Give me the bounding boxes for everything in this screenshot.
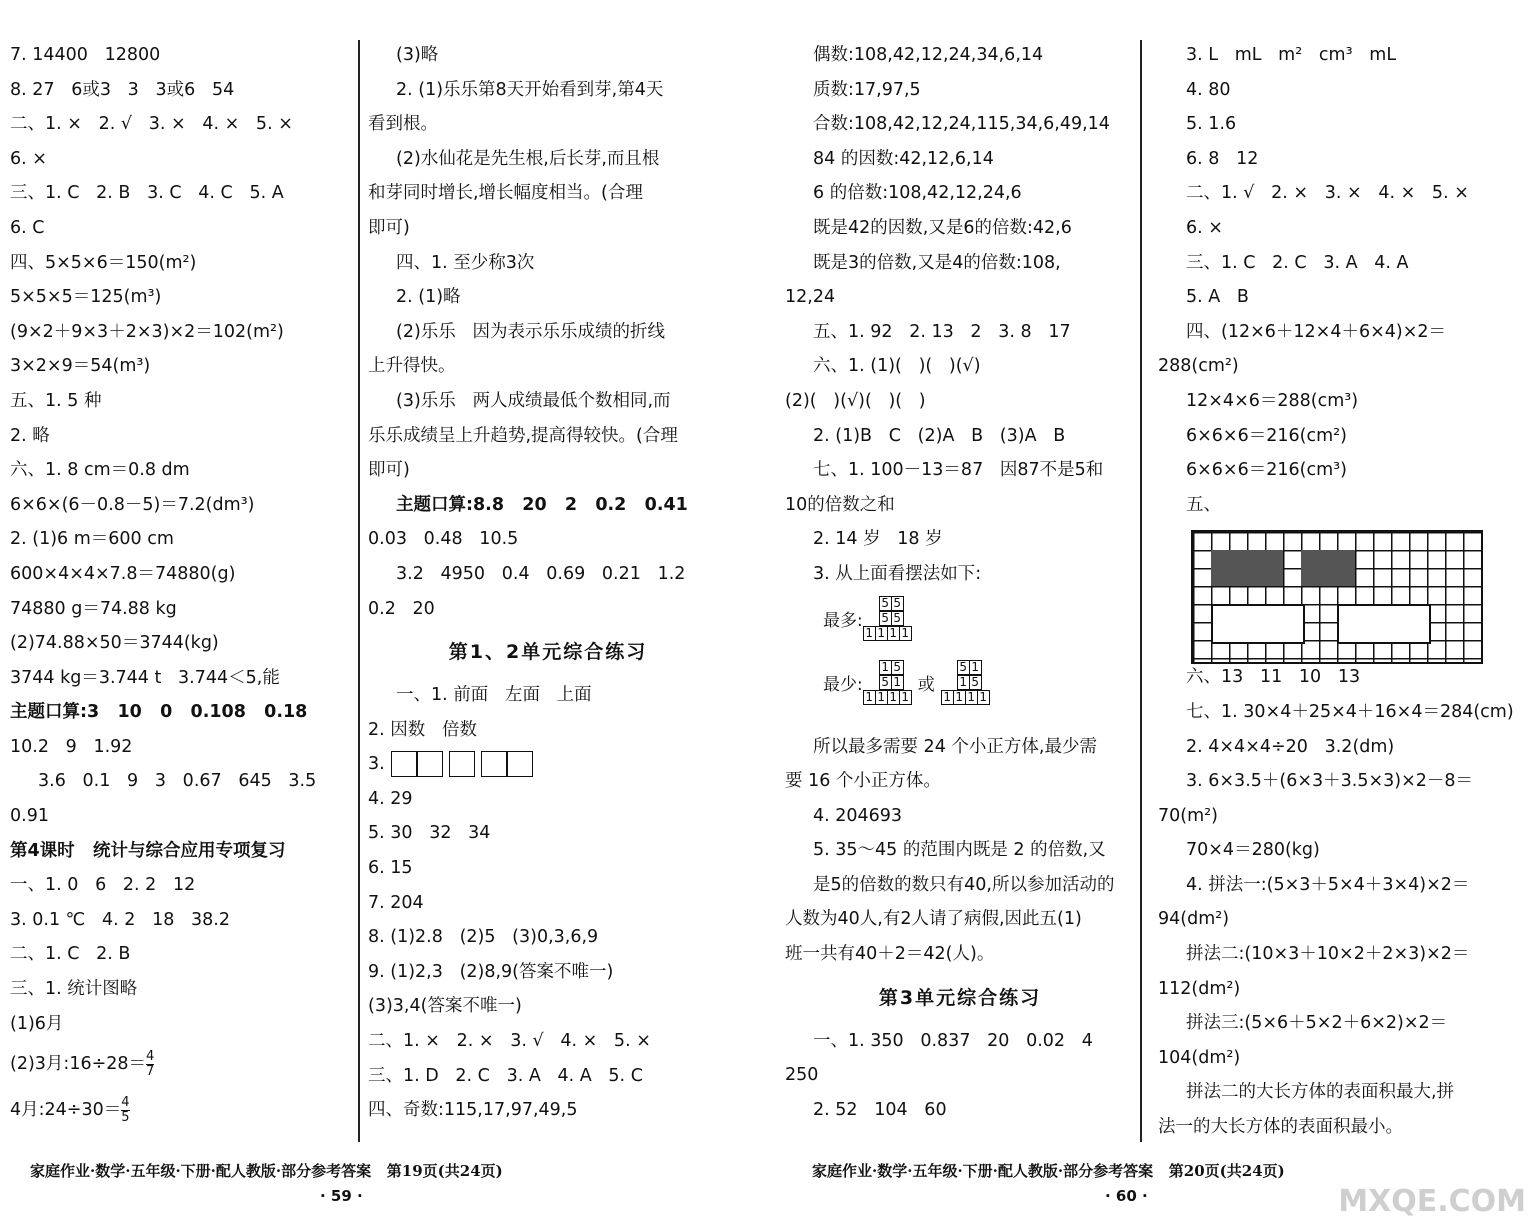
answer-line: 6. × bbox=[1186, 217, 1223, 238]
answer-line: 五、1. 5 种 bbox=[10, 390, 102, 411]
answer-line: 一、1. 前面 左面 上面 bbox=[396, 685, 592, 706]
answer-line: 三、1. 统计图略 bbox=[10, 979, 138, 1000]
square-box bbox=[507, 751, 533, 777]
answer-line: 一、1. 0 6 2. 2 12 bbox=[10, 875, 196, 896]
answer-line: 10.2 9 1.92 bbox=[10, 736, 133, 757]
answer-line: 七、1. 30×4＋25×4＋16×4＝284(cm) bbox=[1186, 701, 1514, 722]
answer-line: 第4课时 统计与综合应用专项复习 bbox=[10, 840, 286, 861]
answer-line: 12×4×6＝288(cm³) bbox=[1186, 390, 1359, 411]
cube-cell: 1 bbox=[899, 690, 911, 704]
page-number-left: · 59 · bbox=[320, 1187, 363, 1205]
arrangement-least bbox=[785, 660, 1135, 730]
answer-line: 250 bbox=[785, 1065, 819, 1086]
answer-line: 600×4×4×7.8＝74880(g) bbox=[10, 563, 236, 584]
cube-cell: 5 bbox=[891, 611, 903, 625]
answer-line: (2)74.88×50＝3744(kg) bbox=[10, 633, 219, 654]
answer-line: 五、 bbox=[1186, 494, 1221, 515]
cuboid-net-diagram bbox=[1191, 530, 1483, 664]
answer-line: (2)( )(√)( )( ) bbox=[785, 390, 926, 411]
answer-line: 8. (1)2.8 (2)5 (3)0,3,6,9 bbox=[368, 927, 599, 948]
answer-line: 6×6×(6－0.8－5)＝7.2(dm³) bbox=[10, 494, 255, 515]
cube-cell: 5 bbox=[879, 596, 891, 610]
net-face-3 bbox=[1211, 604, 1305, 644]
answer-line: 7. 14400 12800 bbox=[10, 45, 161, 65]
fraction bbox=[121, 1096, 129, 1125]
net-shaded-face-1 bbox=[1211, 550, 1283, 586]
cube-cell: 1 bbox=[965, 690, 977, 704]
cube-cell: 1 bbox=[875, 690, 887, 704]
answer-line: 人数为40人,有2人请了病假,因此五(1) bbox=[785, 909, 1082, 930]
cube-cell: 1 bbox=[969, 660, 981, 674]
answer-line: (2)水仙花是先生根,后长芽,而且根 bbox=[396, 148, 660, 169]
answer-line: 70×4＝280(kg) bbox=[1186, 840, 1320, 861]
column-1 bbox=[10, 38, 350, 1133]
answer-line: 6×6×6＝216(cm²) bbox=[1186, 425, 1347, 446]
answer-line: 一、1. 350 0.837 20 0.02 4 bbox=[813, 1030, 1093, 1051]
answer-line: 2. (1)略 bbox=[396, 287, 461, 308]
cube-cell: 1 bbox=[875, 626, 887, 640]
answer-line: 5×5×5＝125(m³) bbox=[10, 287, 162, 308]
net-face-4 bbox=[1337, 604, 1431, 644]
answer-line: 4. 拼法一:(5×3＋5×4＋3×4)×2＝ bbox=[1186, 874, 1470, 895]
page-number-right: · 60 · bbox=[1105, 1187, 1148, 1205]
answer-line: 5. 30 32 34 bbox=[368, 823, 491, 844]
answer-line: 五、1. 92 2. 13 2 3. 8 17 bbox=[813, 321, 1071, 342]
or-label: 或 bbox=[917, 674, 935, 695]
answer-line: 所以最多需要 24 个小正方体,最少需 bbox=[813, 736, 1097, 757]
answer-line: 288(cm²) bbox=[1158, 356, 1239, 377]
cube-cell: 1 bbox=[977, 690, 989, 704]
cube-cell: 1 bbox=[887, 626, 899, 640]
least-label: 最少: bbox=[823, 674, 863, 695]
answer-line: 2. (1)乐乐第8天开始看到芽,第4天 bbox=[396, 79, 664, 100]
column-3 bbox=[785, 38, 1135, 1127]
answer-line: 10的倍数之和 bbox=[785, 494, 895, 515]
watermark: MXQE.COM bbox=[1338, 1184, 1526, 1219]
cube-cell: 5 bbox=[891, 660, 903, 674]
answer-line: 四、奇数:115,17,97,49,5 bbox=[368, 1100, 578, 1121]
answer-line: 二、1. √ 2. × 3. × 4. × 5. × bbox=[1186, 183, 1469, 204]
answer-line: 3744 kg＝3.744 t 3.744＜5,能 bbox=[10, 667, 280, 688]
answer-line: 二、1. C 2. B bbox=[10, 944, 131, 965]
answer-line: 拼法三:(5×6＋5×2＋6×2)×2＝ bbox=[1186, 1013, 1448, 1034]
answer-line: 三、1. C 2. C 3. A 4. A bbox=[1186, 252, 1409, 273]
answer-line: 拼法二的大长方体的表面积最大,拼 bbox=[1186, 1082, 1455, 1103]
answer-line: 3. 0.1 ℃ 4. 2 18 38.2 bbox=[10, 909, 230, 930]
answer-line: 法一的大长方体的表面积最小。 bbox=[1158, 1117, 1403, 1138]
cube-cell: 1 bbox=[891, 675, 903, 689]
cube-cell: 1 bbox=[879, 660, 891, 674]
cube-cell: 5 bbox=[879, 675, 891, 689]
answer-line: 上升得快。 bbox=[368, 356, 456, 377]
cube-cell: 1 bbox=[887, 690, 899, 704]
answer-line: 质数:17,97,5 bbox=[813, 79, 921, 100]
square-box bbox=[391, 751, 417, 777]
answer-line: 主题口算:8.8 20 2 0.2 0.41 bbox=[396, 494, 688, 515]
answer-line: 看到根。 bbox=[368, 114, 438, 135]
answer-line: 四、5×5×6＝150(m²) bbox=[10, 252, 197, 273]
answer-line: 4. 204693 bbox=[813, 805, 903, 826]
numerator: 4 bbox=[121, 1094, 130, 1110]
answer-line: 0.2 20 bbox=[368, 598, 435, 619]
answer-line: 5. A B bbox=[1186, 287, 1249, 308]
column-divider-right bbox=[1140, 40, 1142, 1142]
denominator: 7 bbox=[146, 1063, 155, 1079]
answer-line: 3.6 0.1 9 3 0.67 645 3.5 bbox=[38, 771, 317, 792]
answer-line: 6×6×6＝216(cm³) bbox=[1186, 460, 1347, 481]
answer-line: 6. 8 12 bbox=[1186, 148, 1259, 169]
square-box bbox=[417, 751, 443, 777]
answer-line: 四、(12×6＋12×4＋6×4)×2＝ bbox=[1186, 321, 1447, 342]
answer-line: 4. 29 bbox=[368, 788, 413, 809]
answer-line: 是5的倍数的数只有40,所以参加活动的 bbox=[813, 874, 1115, 895]
answer-line: 2. (1)6 m＝600 cm bbox=[10, 529, 174, 550]
cube-cell: 1 bbox=[941, 690, 953, 704]
answer-line: (3)略 bbox=[396, 45, 439, 65]
answer-line: 班一共有40＋2＝42(人)。 bbox=[785, 944, 995, 965]
answer-line: 6. C bbox=[10, 217, 45, 238]
answer-line: 七、1. 100－13＝87 因87不是5和 bbox=[813, 460, 1104, 481]
answer-line: 主题口算:3 10 0 0.108 0.18 bbox=[10, 702, 308, 723]
cube-cell: 1 bbox=[957, 675, 969, 689]
answer-line: 4月:24÷30＝ $\frac{4}{5}$ bbox=[10, 1094, 130, 1125]
answer-line: 2. 52 104 60 bbox=[813, 1099, 947, 1120]
cube-cell: 1 bbox=[863, 690, 875, 704]
answer-line: (9×2＋9×3＋2×3)×2＝102(m²) bbox=[10, 321, 284, 342]
answer-line: 6. 15 bbox=[368, 858, 413, 879]
cube-cell: 1 bbox=[863, 626, 875, 640]
answer-line: 3.2 4950 0.4 0.69 0.21 1.2 bbox=[396, 563, 686, 584]
answer-line: (1)6月 bbox=[10, 1013, 64, 1034]
footer-right: 家庭作业·数学·五年级·下册·配人教版·部分参考答案 第20页(共24页) bbox=[812, 1162, 1285, 1180]
answer-line: 2. 因数 倍数 bbox=[368, 719, 477, 740]
answer-line: 104(dm²) bbox=[1158, 1047, 1241, 1068]
fraction bbox=[146, 1050, 154, 1079]
answer-line: 即可) bbox=[368, 217, 410, 238]
answer-line: (2)3月:16÷28＝ $\frac{4}{7}$ bbox=[10, 1048, 155, 1079]
answer-line: 四、1. 至少称3次 bbox=[396, 252, 535, 273]
answer-line: 三、1. C 2. B 3. C 4. C 5. A bbox=[10, 183, 284, 204]
answer-line: 7. 204 bbox=[368, 892, 424, 913]
answer-line: 六、1. 8 cm＝0.8 dm bbox=[10, 460, 190, 481]
answer-line: 2. 4×4×4÷20 3.2(dm) bbox=[1186, 736, 1395, 757]
answer-line: 8. 27 6或3 3 3或6 54 bbox=[10, 79, 235, 100]
answer-line: 94(dm²) bbox=[1158, 909, 1230, 930]
answer-line: 3. 从上面看摆法如下: bbox=[813, 563, 982, 584]
answer-line: 5. 1.6 bbox=[1186, 114, 1237, 135]
cube-cell: 5 bbox=[969, 675, 981, 689]
column-2 bbox=[368, 38, 728, 1128]
cube-stack-diagram bbox=[863, 660, 912, 705]
answer-line: 12,24 bbox=[785, 287, 836, 308]
cube-cell: 1 bbox=[953, 690, 965, 704]
answer-line: 3. 6×3.5＋(6×3＋3.5×3)×2－8＝ bbox=[1186, 771, 1474, 792]
cube-stack-diagram bbox=[941, 660, 990, 705]
answer-line: 70(m²) bbox=[1158, 805, 1218, 826]
arrangement-most bbox=[785, 596, 1135, 660]
answer-line: 3×2×9＝54(m³) bbox=[10, 356, 151, 377]
square-box bbox=[449, 751, 475, 777]
answer-line: 9. (1)2,3 (2)8,9(答案不唯一) bbox=[368, 961, 614, 982]
answer-line: 4. 80 bbox=[1186, 79, 1231, 100]
answer-line: 84 的因数:42,12,6,14 bbox=[813, 148, 994, 169]
denominator: 5 bbox=[121, 1109, 130, 1125]
answer-line: 合数:108,42,12,24,115,34,6,49,14 bbox=[813, 114, 1110, 135]
answer-line: 6 的倍数:108,42,12,24,6 bbox=[813, 183, 1022, 204]
answer-line: 和芽同时增长,增长幅度相当。(合理 bbox=[368, 183, 643, 204]
numerator: 4 bbox=[146, 1048, 155, 1064]
cube-cell: 5 bbox=[891, 596, 903, 610]
answer-line: (3)3,4(答案不唯一) bbox=[368, 996, 522, 1017]
answer-line: 2. (1)B C (2)A B (3)A B bbox=[813, 425, 1066, 446]
answer-line: 二、1. × 2. √ 3. × 4. × 5. × bbox=[10, 114, 293, 135]
section-title: 第3单元综合练习 bbox=[878, 986, 1042, 1009]
answer-line: 要 16 个小正方体。 bbox=[785, 771, 941, 792]
answer-line: 0.91 bbox=[10, 806, 49, 827]
answer-line: 二、1. × 2. × 3. √ 4. × 5. × bbox=[368, 1031, 651, 1052]
answer-line: 既是42的因数,又是6的倍数:42,6 bbox=[813, 217, 1072, 238]
answer-line: 0.03 0.48 10.5 bbox=[368, 529, 519, 550]
answer-line: 既是3的倍数,又是4的倍数:108, bbox=[813, 252, 1061, 273]
cube-cell: 5 bbox=[957, 660, 969, 674]
answer-line: 74880 g＝74.88 kg bbox=[10, 598, 177, 619]
answer-line: 拼法二:(10×3＋10×2＋2×3)×2＝ bbox=[1186, 944, 1470, 965]
most-label: 最多: bbox=[823, 610, 863, 631]
cube-cell: 1 bbox=[899, 626, 911, 640]
net-shaded-face-2 bbox=[1301, 550, 1355, 586]
answer-line: 5. 35～45 的范围内既是 2 的倍数,又 bbox=[813, 840, 1106, 861]
answer-line: 112(dm²) bbox=[1158, 978, 1241, 999]
cube-stack-diagram bbox=[863, 596, 912, 641]
answer-line: 2. 略 bbox=[10, 425, 50, 446]
answer-line: 偶数:108,42,12,24,34,6,14 bbox=[813, 45, 1044, 65]
answer-line: 六、1. (1)( )( )(√) bbox=[813, 356, 981, 377]
answer-line: (2)乐乐 因为表示乐乐成绩的折线 bbox=[396, 321, 665, 342]
answer-line: 3. L mL m² cm³ mL bbox=[1186, 45, 1397, 65]
answer-line: 2. 14 岁 18 岁 bbox=[813, 529, 943, 550]
answer-line: (3)乐乐 两人成绩最低个数相同,而 bbox=[396, 390, 671, 411]
answer-line: 三、1. D 2. C 3. A 4. A 5. C bbox=[368, 1065, 643, 1086]
answer-line: 乐乐成绩呈上升趋势,提高得较快。(合理 bbox=[368, 425, 678, 446]
answer-line: 六、13 11 10 13 bbox=[1186, 667, 1361, 688]
square-box bbox=[481, 751, 507, 777]
cube-cell: 5 bbox=[879, 611, 891, 625]
answer-line: 即可) bbox=[368, 460, 410, 481]
answer-line: 6. × bbox=[10, 148, 47, 169]
answer-line: 3. bbox=[368, 747, 728, 782]
column-divider-left bbox=[358, 40, 360, 1142]
footer-left: 家庭作业·数学·五年级·下册·配人教版·部分参考答案 第19页(共24页) bbox=[30, 1162, 503, 1180]
section-title: 第1、2单元综合练习 bbox=[448, 641, 648, 664]
